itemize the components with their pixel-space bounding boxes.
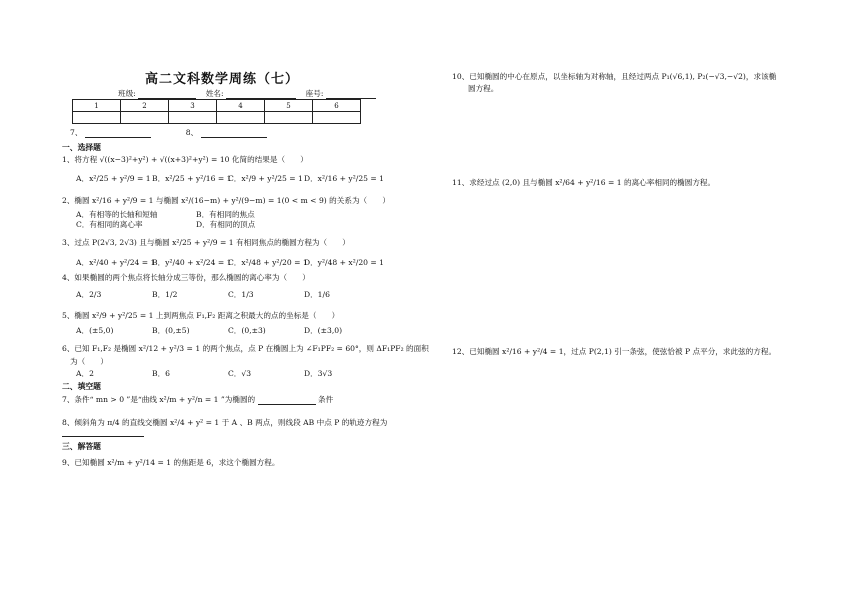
q2-option-a: A．有相等的长轴和短轴 bbox=[76, 210, 158, 219]
answer-cell-4[interactable] bbox=[217, 112, 265, 124]
q7-row bbox=[62, 395, 333, 405]
q11-stem: 11、求经过点 (2,0) 且与椭圆 x²/64 + y²/16 = 1 的离心率相同的椭圆方程。 bbox=[452, 178, 716, 187]
q2-option-b: B．有相同的焦点 bbox=[196, 210, 255, 219]
q4-stem: 4、如果椭圆的两个焦点将长轴分成三等份，那么椭圆的离心率为（ ） bbox=[62, 273, 310, 282]
answer-cell-6[interactable] bbox=[313, 112, 361, 124]
q3-option-d: D．y²/48 + x²/20 = 1 bbox=[304, 258, 384, 267]
q7-number: 7、 bbox=[70, 128, 83, 137]
q10-stem-continued: 圆方程。 bbox=[468, 84, 499, 93]
answer-cell-5[interactable] bbox=[265, 112, 313, 124]
q6-stem: 6、已知 F₁,F₂ 是椭圆 x²/12 + y²/3 = 1 的两个焦点，点 P 在椭圆上为 ∠F₁PF₂ = 60°，则 ΔF₁PF₂ 的面积 bbox=[62, 344, 429, 353]
q7-answer-blank[interactable] bbox=[85, 129, 151, 138]
q4-option-c: C．1/3 bbox=[228, 290, 254, 299]
q8-answer-blank[interactable] bbox=[201, 129, 267, 138]
name-blank[interactable] bbox=[226, 90, 296, 99]
answer-header-1: 1 bbox=[73, 100, 121, 112]
section-choice-heading: 一、选择题 bbox=[62, 143, 101, 152]
q3-option-b: B．y²/40 + x²/24 = 1 bbox=[152, 258, 232, 267]
q7-inline-blank[interactable] bbox=[258, 396, 316, 405]
q6-option-d: D．3√3 bbox=[304, 369, 333, 378]
q4-option-a: A．2/3 bbox=[76, 290, 102, 299]
name-label: 姓名: bbox=[205, 89, 224, 98]
q2-option-c: C．有相同的离心率 bbox=[76, 220, 143, 229]
section-solve-heading: 三、解答题 bbox=[62, 442, 101, 451]
q1-option-c: C．x²/9 + y²/25 = 1 bbox=[228, 174, 303, 183]
class-blank[interactable] bbox=[138, 90, 196, 99]
q10-stem: 10、已知椭圆的中心在原点，以坐标轴为对称轴，且经过两点 P₁(√6,1), P₂(−√3,−√2)，求该椭 bbox=[452, 72, 777, 81]
answer-header-6: 6 bbox=[313, 100, 361, 112]
answer-table bbox=[72, 99, 361, 124]
q9-stem: 9、已知椭圆 x²/m + y²/14 = 1 的焦距是 6，求这个椭圆方程。 bbox=[62, 458, 280, 467]
q5-option-a: A．(±5,0) bbox=[76, 326, 114, 335]
answer-cell-3[interactable] bbox=[169, 112, 217, 124]
q8-stem: 8、倾斜角为 π/4 的直线交椭圆 x²/4 + y² = 1 于 A 、B 两点，则线段 AB 中点 P 的轨迹方程为 bbox=[62, 418, 388, 427]
q2-option-d: D．有相同的顶点 bbox=[196, 220, 256, 229]
class-label: 班级: bbox=[118, 89, 136, 98]
q4-option-b: B．1/2 bbox=[152, 290, 178, 299]
fill-row-7-8 bbox=[70, 128, 267, 138]
seat-blank[interactable] bbox=[326, 90, 376, 99]
answer-cell-2[interactable] bbox=[121, 112, 169, 124]
answer-cell-1[interactable] bbox=[73, 112, 121, 124]
q2-stem: 2、椭圆 x²/16 + y²/9 = 1 与椭圆 x²/(16−m) + y²/(9−m) = 1(0 < m < 9) 的关系为（ ） bbox=[62, 196, 390, 205]
q6-option-c: C．√3 bbox=[228, 369, 252, 378]
q4-option-d: D．1/6 bbox=[304, 290, 330, 299]
answer-header-4: 4 bbox=[217, 100, 265, 112]
q8-number: 8、 bbox=[185, 128, 199, 137]
q3-option-c: C．x²/48 + y²/20 = 1 bbox=[228, 258, 308, 267]
q6-stem-continued: 为（ ） bbox=[70, 357, 108, 366]
q7-stem: 7、条件“ mn > 0 ”是“曲线 x²/m + y²/n = 1 ”为椭圆的 bbox=[62, 395, 256, 404]
answer-header-2: 2 bbox=[121, 100, 169, 112]
q1-option-d: D．x²/16 + y²/25 = 1 bbox=[304, 174, 384, 183]
q5-stem: 5、椭圆 x²/9 + y²/25 = 1 上到两焦点 F₁,F₂ 距离之积最大的点的坐标是（ ） bbox=[62, 311, 340, 320]
q5-option-b: B．(0,±5) bbox=[152, 326, 190, 335]
seat-label: 座号: bbox=[305, 89, 324, 98]
q1-option-b: B．x²/25 + y²/16 = 1 bbox=[152, 174, 232, 183]
q1-stem: 1、将方程 √((x−3)²+y²) + √((x+3)²+y²) = 10 化简的结果是（ ） bbox=[62, 155, 308, 164]
q6-option-b: B．6 bbox=[152, 369, 171, 378]
page-title: 高二文科数学周练（七） bbox=[145, 72, 300, 87]
q3-stem: 3、过点 P(2√3, 2√3) 且与椭圆 x²/25 + y²/9 = 1 有相同焦点的椭圆方程为（ ） bbox=[62, 238, 350, 247]
answer-header-3: 3 bbox=[169, 100, 217, 112]
q7-stem-end: 条件 bbox=[318, 395, 334, 404]
q6-option-a: A．2 bbox=[76, 369, 94, 378]
section-fill-heading: 二、填空题 bbox=[62, 382, 101, 391]
answer-header-5: 5 bbox=[265, 100, 313, 112]
student-info-row bbox=[118, 89, 376, 99]
q1-option-a: A．x²/25 + y²/9 = 1 bbox=[76, 174, 151, 183]
q5-option-d: D．(±3,0) bbox=[304, 326, 343, 335]
q3-option-a: A．x²/40 + y²/24 = 1 bbox=[76, 258, 156, 267]
q8-inline-blank[interactable] bbox=[62, 436, 144, 437]
q5-option-c: C．(0,±3) bbox=[228, 326, 266, 335]
q12-stem: 12、已知椭圆 x²/16 + y²/4 = 1，过点 P(2,1) 引一条弦，使弦恰被 P 点平分，求此弦的方程。 bbox=[452, 347, 777, 356]
